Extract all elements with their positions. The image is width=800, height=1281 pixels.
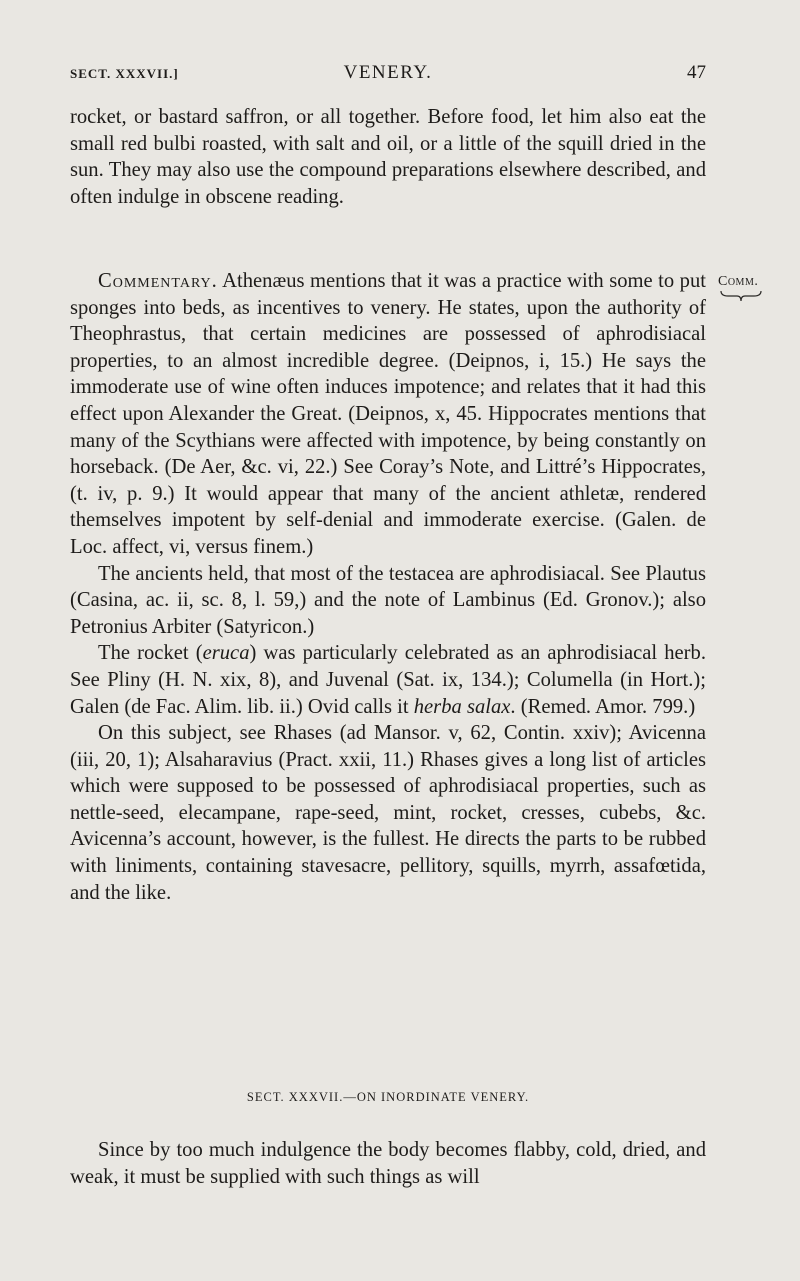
page-title: VENERY. — [343, 62, 433, 83]
section-paragraph-1: Since by too much indulgence the body becomes flabby, cold, dried, and weak, it must be supplied with such things as will — [70, 1139, 706, 1188]
commentary-paragraph-1 — [70, 268, 706, 561]
commentary-label: Commentary. — [98, 270, 218, 292]
commentary-paragraph-3 — [70, 640, 706, 720]
margin-note: Comm. — [718, 274, 759, 289]
text-block-top — [70, 104, 706, 210]
margin-brace — [720, 290, 762, 302]
section-text-block — [70, 1137, 706, 1190]
text-run: . (Remed. Amor. 799.) — [510, 695, 696, 718]
commentary-text: Athenæus mentions that it was a practice with some to put sponges into beds, as incentives to venery. He states, upon the authority of Theophrastus, that certain medicines are possessed of aphrodisiacal properties, to an almost incredible degree. (Deipnos, i, 15.) He says the immoderate use of wine often induces impotence; and relates that it had this effect upon Alexander the Great. (Deipnos, x, 45. Hippocrates mentions that many of the Scythians were affected with impotence, by being constantly on horseback. (De Aer, &c. vi, 22.) See Coray’s Note, and Littré’s Hippocrates, (t. iv, p. 9.) It would appear that many of the ancient athletæ, rendered themselves impotent by self-denial and immoderate exercise. (Galen. de Loc. affect, vi, versus finem.) — [70, 270, 706, 558]
italic-term: herba salax — [413, 695, 511, 718]
commentary-paragraph-4: On this subject, see Rhases (ad Mansor. v, 62, Contin. xxiv); Avicenna (iii, 20, 1); Alsaharavius (Pract. xxii, 11.) Rhases gives a long list of articles which were supposed to be possessed of aphrodisiacal properties, such as nettle-seed, elecampane, rape-seed, mint, rocket, cresses, cubebs, &c. Avicenna’s account, however, is the fullest. He directs the parts to be rubbed with liniments, containing stavesacre, pellitory, squills, myrrh, assafœtida, and the like. — [70, 722, 706, 904]
page-number: 47 — [687, 62, 706, 83]
section-heading: SECT. XXXVII.—ON INORDINATE VENERY. — [246, 1090, 530, 1104]
text-run: The rocket ( — [98, 642, 203, 665]
text-run: ) was particularly celebrated as an aphrodisiacal herb. See Pliny (H. N. xix, 8), and Juvenal (Sat. ix, 134.); Columella (in Hort.); Galen (de Fac. Alim. lib. ii.) Ovid calls it — [70, 642, 706, 718]
italic-term: eruca — [202, 642, 250, 665]
running-head — [70, 60, 706, 90]
commentary-block — [70, 268, 706, 906]
commentary-paragraph-2: The ancients held, that most of the testacea are aphrodisiacal. See Plautus (Casina, ac. ii, sc. 8, l. 59,) and the note of Lambinus (Ed. Gronov.); also Petronius Arbiter (Satyricon.) — [70, 562, 706, 638]
paragraph: rocket, or bastard saffron, or all together. Before food, let him also eat the small red bulbi roasted, with salt and oil, or a little of the squill dried in the sun. They may also use the compound preparations elsewhere described, and often indulge in obscene reading. — [70, 106, 706, 208]
section-reference: SECT. XXXVII.] — [70, 66, 179, 81]
